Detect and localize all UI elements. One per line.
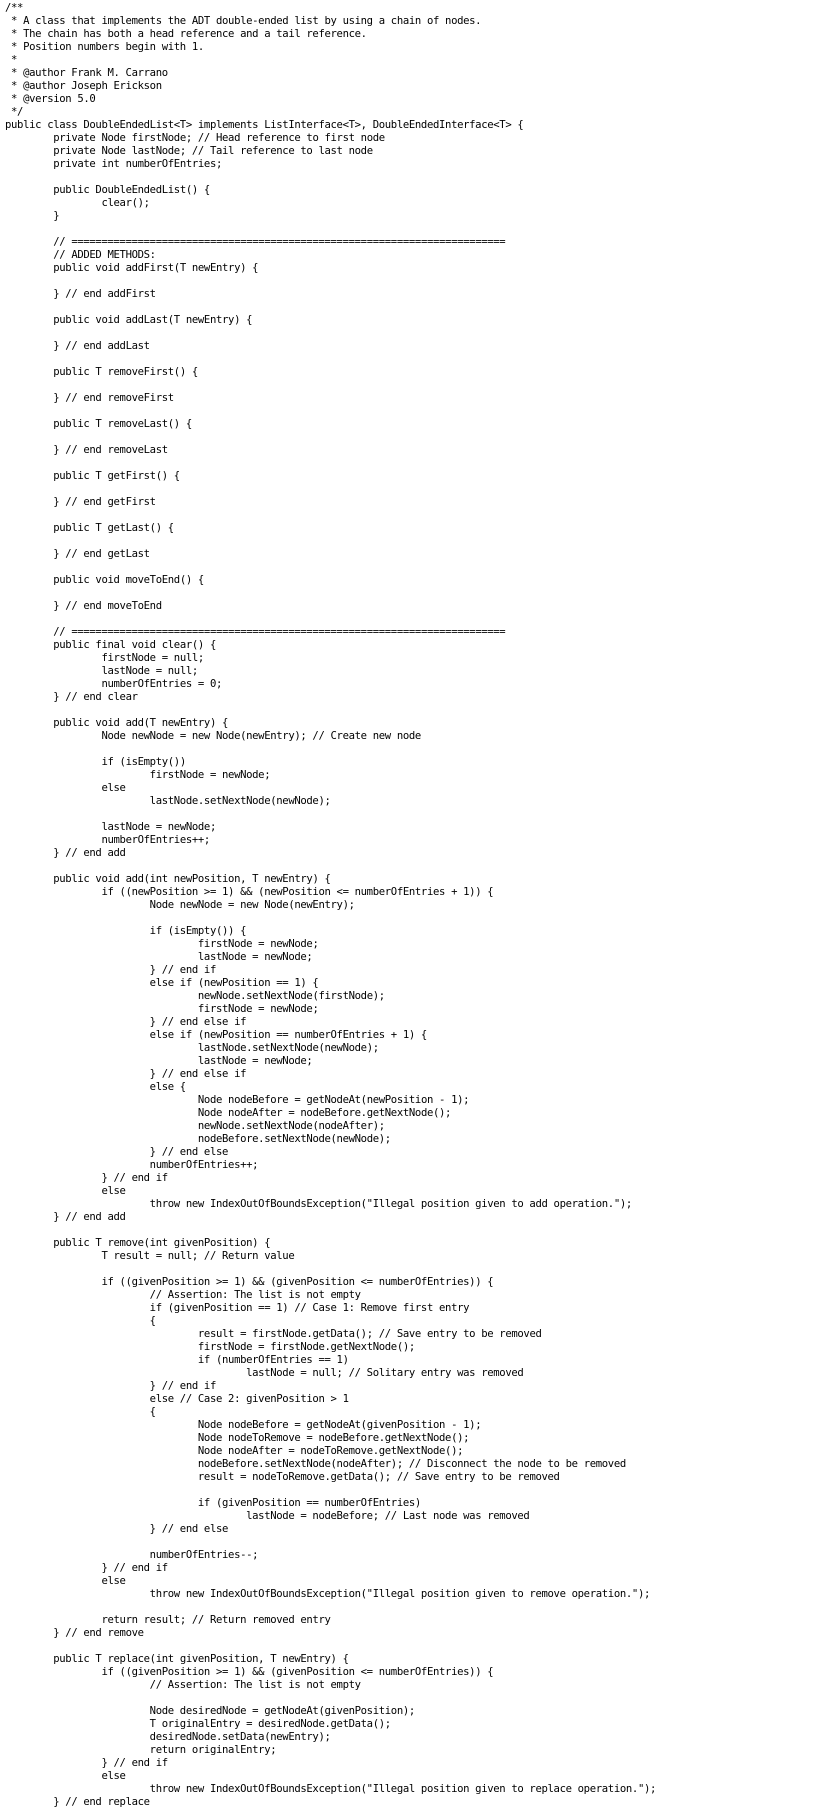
- code-line: * Position numbers begin with 1.: [5, 41, 204, 53]
- code-line: private Node lastNode; // Tail reference to last node: [5, 145, 373, 157]
- code-line: } // end removeFirst: [5, 392, 174, 404]
- code-line: * @version 5.0: [5, 93, 96, 105]
- code-line: if (isEmpty()): [5, 756, 186, 768]
- code-line: * The chain has both a head reference and a tail reference.: [5, 28, 367, 40]
- code-line: else: [5, 1770, 126, 1782]
- code-line: lastNode.setNextNode(newNode);: [5, 1042, 379, 1054]
- code-line: throw new IndexOutOfBoundsException("Illegal position given to remove operation.");: [5, 1588, 650, 1600]
- code-line: public T replace(int givenPosition, T newEntry) {: [5, 1653, 349, 1665]
- code-line: * A class that implements the ADT double-ended list by using a chain of nodes.: [5, 15, 482, 27]
- code-line: if ((givenPosition >= 1) && (givenPosition <= numberOfEntries)) {: [5, 1276, 494, 1288]
- code-line: public T remove(int givenPosition) {: [5, 1237, 271, 1249]
- code-line: else if (newPosition == 1) {: [5, 977, 319, 989]
- code-line: // Assertion: The list is not empty: [5, 1679, 361, 1691]
- code-line: */: [5, 106, 24, 118]
- code-line: if (givenPosition == numberOfEntries): [5, 1497, 421, 1509]
- code-line: private int numberOfEntries;: [5, 158, 223, 170]
- code-line: if ((givenPosition >= 1) && (givenPosition <= numberOfEntries)) {: [5, 1666, 494, 1678]
- code-editor[interactable]: [5, 2, 656, 1809]
- code-line: [5, 509, 656, 522]
- code-line: throw new IndexOutOfBoundsException("Illegal position given to replace operation.");: [5, 1783, 657, 1795]
- code-line: } // end add: [5, 1211, 126, 1223]
- code-line: [5, 431, 656, 444]
- code-line: [5, 1692, 656, 1705]
- code-line: /**: [5, 2, 24, 14]
- code-line: public void add(T newEntry) {: [5, 717, 229, 729]
- code-line: [5, 1484, 656, 1497]
- code-line: firstNode = null;: [5, 652, 204, 664]
- code-line: [5, 353, 656, 366]
- code-line: else: [5, 782, 126, 794]
- code-line: } // end addLast: [5, 340, 150, 352]
- code-line: T originalEntry = desiredNode.getData();: [5, 1718, 391, 1730]
- code-line: Node nodeBefore = getNodeAt(newPosition - 1);: [5, 1094, 470, 1106]
- code-line: [5, 808, 656, 821]
- code-line: Node newNode = new Node(newEntry);: [5, 899, 355, 911]
- code-line: Node nodeBefore = getNodeAt(givenPosition - 1);: [5, 1419, 482, 1431]
- code-line: } // end if: [5, 1562, 168, 1574]
- code-line: else {: [5, 1081, 186, 1093]
- code-line: [5, 483, 656, 496]
- code-line: [5, 379, 656, 392]
- code-line: result = nodeToRemove.getData(); // Save entry to be removed: [5, 1471, 560, 1483]
- code-line: } // end if: [5, 1757, 168, 1769]
- code-line: // ADDED METHODS:: [5, 249, 156, 261]
- code-line: [5, 457, 656, 470]
- code-line: numberOfEntries--;: [5, 1549, 259, 1561]
- code-line: } // end else if: [5, 1016, 247, 1028]
- code-line: } // end if: [5, 964, 216, 976]
- code-line: nodeBefore.setNextNode(nodeAfter); // Disconnect the node to be removed: [5, 1458, 626, 1470]
- code-line: lastNode = newNode;: [5, 1055, 313, 1067]
- code-line: lastNode = null; // Solitary entry was removed: [5, 1367, 524, 1379]
- code-line: [5, 704, 656, 717]
- code-line: public T getLast() {: [5, 522, 174, 534]
- code-line: } // end addFirst: [5, 288, 156, 300]
- code-line: *: [5, 54, 18, 66]
- code-line: } // end getLast: [5, 548, 150, 560]
- code-line: {: [5, 1406, 156, 1418]
- code-line: numberOfEntries++;: [5, 834, 210, 846]
- code-line: public T getFirst() {: [5, 470, 180, 482]
- code-line: else: [5, 1185, 126, 1197]
- code-line: else: [5, 1575, 126, 1587]
- code-line: if (isEmpty()) {: [5, 925, 247, 937]
- code-line: if (givenPosition == 1) // Case 1: Remove first entry: [5, 1302, 470, 1314]
- code-line: [5, 405, 656, 418]
- code-line: Node desiredNode = getNodeAt(givenPosition);: [5, 1705, 415, 1717]
- code-line: Node nodeAfter = nodeToRemove.getNextNode();: [5, 1445, 464, 1457]
- code-line: [5, 561, 656, 574]
- code-line: firstNode = newNode;: [5, 1003, 319, 1015]
- code-line: // ========================================================================: [5, 236, 506, 248]
- code-line: [5, 1601, 656, 1614]
- code-line: } // end else: [5, 1146, 229, 1158]
- code-line: T result = null; // Return value: [5, 1250, 295, 1262]
- code-line: public void addLast(T newEntry) {: [5, 314, 253, 326]
- code-line: lastNode.setNextNode(newNode);: [5, 795, 331, 807]
- code-line: numberOfEntries++;: [5, 1159, 259, 1171]
- code-line: [5, 1224, 656, 1237]
- code-line: } // end getFirst: [5, 496, 156, 508]
- code-line: clear();: [5, 197, 150, 209]
- code-line: Node nodeAfter = nodeBefore.getNextNode();: [5, 1107, 452, 1119]
- code-line: result = firstNode.getData(); // Save entry to be removed: [5, 1328, 542, 1340]
- code-line: * @author Joseph Erickson: [5, 80, 162, 92]
- code-line: if ((newPosition >= 1) && (newPosition <= numberOfEntries + 1)) {: [5, 886, 494, 898]
- code-line: } // end if: [5, 1380, 216, 1392]
- code-line: firstNode = newNode;: [5, 938, 319, 950]
- code-line: * @author Frank M. Carrano: [5, 67, 168, 79]
- code-line: lastNode = newNode;: [5, 951, 313, 963]
- code-line: public void moveToEnd() {: [5, 574, 204, 586]
- code-line: public T removeFirst() {: [5, 366, 198, 378]
- code-line: throw new IndexOutOfBoundsException("Illegal position given to add operation.");: [5, 1198, 632, 1210]
- code-line: public class DoubleEndedList<T> implements ListInterface<T>, DoubleEndedInterface<T> {: [5, 119, 524, 131]
- code-line: } // end if: [5, 1172, 168, 1184]
- code-line: [5, 327, 656, 340]
- code-line: } // end remove: [5, 1627, 144, 1639]
- code-line: if (numberOfEntries == 1): [5, 1354, 349, 1366]
- code-line: desiredNode.setData(newEntry);: [5, 1731, 331, 1743]
- code-line: public final void clear() {: [5, 639, 216, 651]
- code-line: [5, 171, 656, 184]
- code-line: [5, 613, 656, 626]
- code-line: [5, 223, 656, 236]
- code-line: else if (newPosition == numberOfEntries + 1) {: [5, 1029, 427, 1041]
- code-line: [5, 912, 656, 925]
- code-line: numberOfEntries = 0;: [5, 678, 223, 690]
- code-line: public T removeLast() {: [5, 418, 192, 430]
- code-line: [5, 860, 656, 873]
- code-line: [5, 743, 656, 756]
- code-line: Node newNode = new Node(newEntry); // Create new node: [5, 730, 421, 742]
- code-line: firstNode = newNode;: [5, 769, 271, 781]
- code-line: lastNode = newNode;: [5, 821, 216, 833]
- code-line: else // Case 2: givenPosition > 1: [5, 1393, 349, 1405]
- code-line: nodeBefore.setNextNode(newNode);: [5, 1133, 391, 1145]
- code-line: }: [5, 210, 60, 222]
- code-line: public DoubleEndedList() {: [5, 184, 210, 196]
- code-line: {: [5, 1315, 156, 1327]
- code-line: [5, 275, 656, 288]
- code-line: public void add(int newPosition, T newEntry) {: [5, 873, 331, 885]
- code-line: private Node firstNode; // Head reference to first node: [5, 132, 385, 144]
- code-line: [5, 1536, 656, 1549]
- code-line: return result; // Return removed entry: [5, 1614, 331, 1626]
- code-line: // ========================================================================: [5, 626, 506, 638]
- code-line: return originalEntry;: [5, 1744, 277, 1756]
- code-line: } // end else: [5, 1523, 229, 1535]
- code-line: } // end moveToEnd: [5, 600, 162, 612]
- code-line: newNode.setNextNode(firstNode);: [5, 990, 385, 1002]
- code-line: } // end replace: [5, 1796, 150, 1808]
- code-line: [5, 301, 656, 314]
- code-line: lastNode = null;: [5, 665, 198, 677]
- code-line: [5, 1263, 656, 1276]
- code-line: } // end clear: [5, 691, 138, 703]
- code-line: } // end removeLast: [5, 444, 168, 456]
- code-line: newNode.setNextNode(nodeAfter);: [5, 1120, 385, 1132]
- code-line: [5, 535, 656, 548]
- code-line: [5, 587, 656, 600]
- code-line: firstNode = firstNode.getNextNode();: [5, 1341, 415, 1353]
- code-line: } // end add: [5, 847, 126, 859]
- code-line: public void addFirst(T newEntry) {: [5, 262, 259, 274]
- code-line: [5, 1640, 656, 1653]
- code-line: // Assertion: The list is not empty: [5, 1289, 361, 1301]
- code-line: lastNode = nodeBefore; // Last node was removed: [5, 1510, 530, 1522]
- code-line: Node nodeToRemove = nodeBefore.getNextNode();: [5, 1432, 470, 1444]
- code-line: } // end else if: [5, 1068, 247, 1080]
